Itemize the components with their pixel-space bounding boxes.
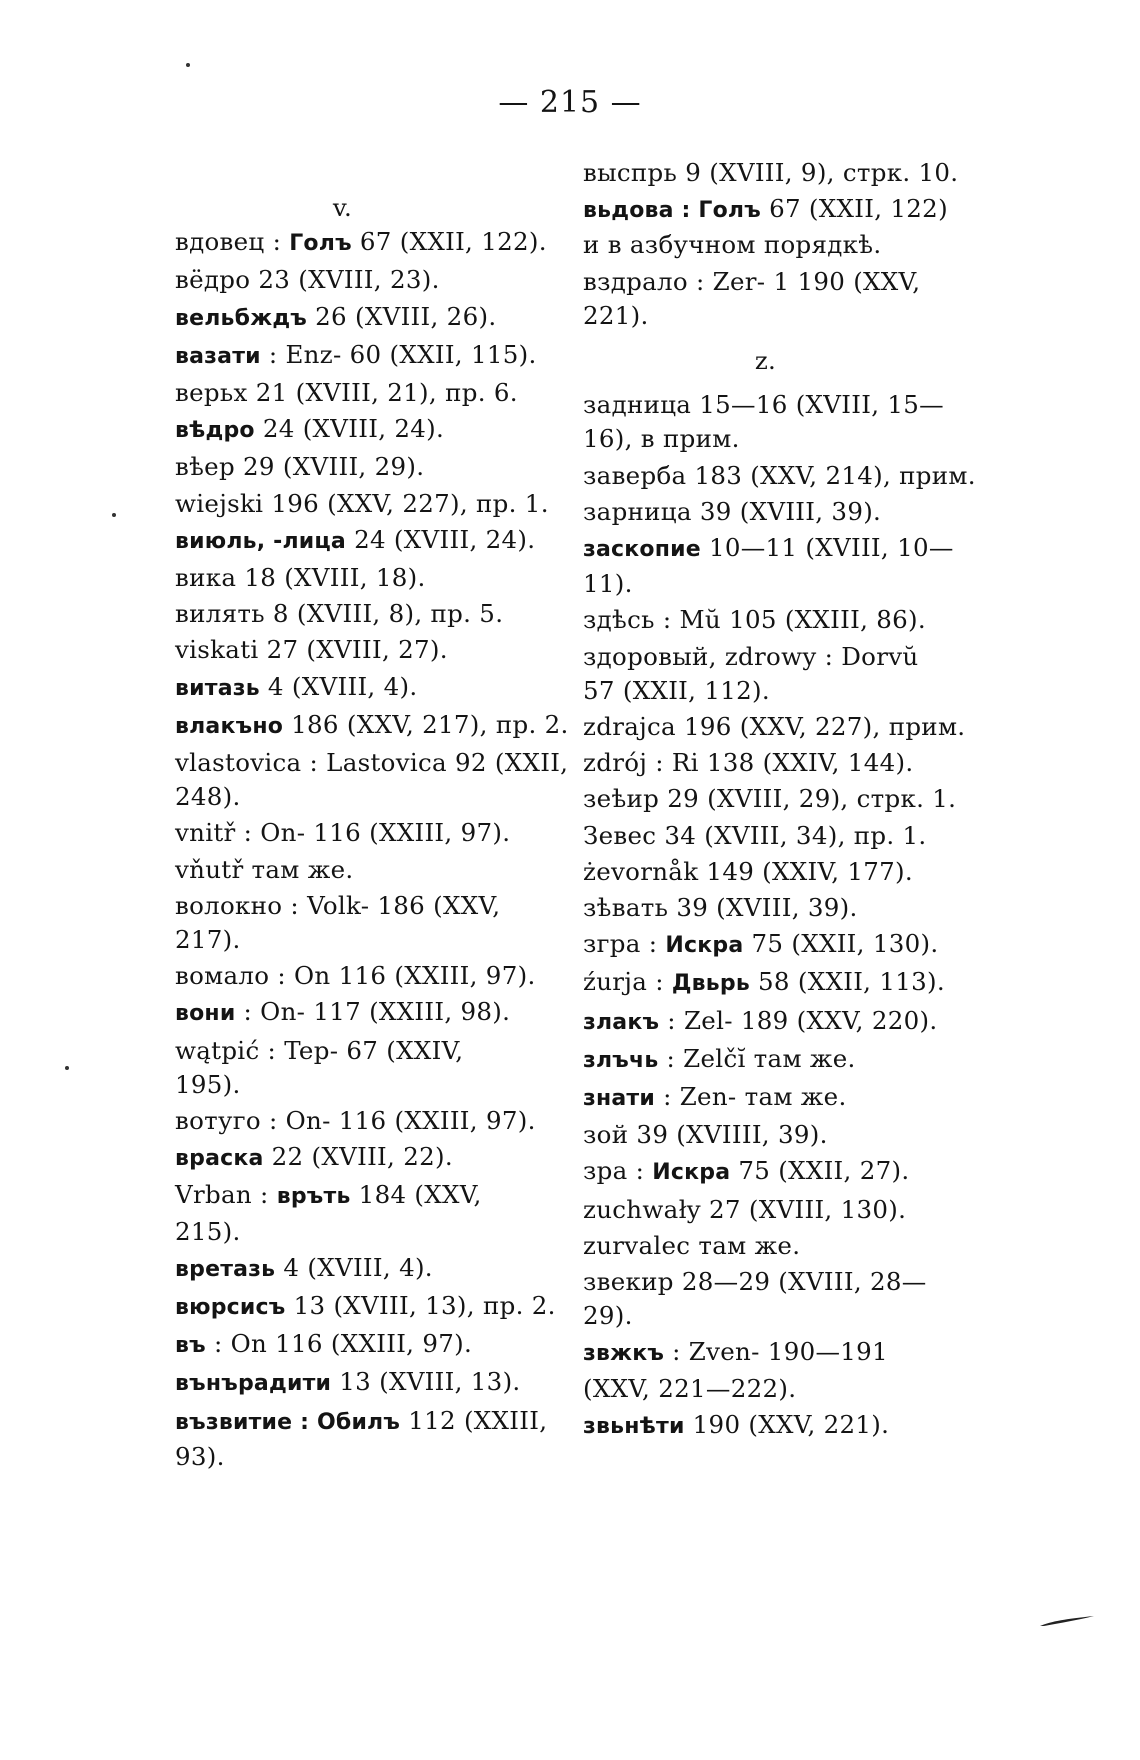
index-entry	[583, 891, 978, 925]
index-entry	[175, 1034, 570, 1102]
entry-line	[175, 748, 568, 777]
entry-continuation-line	[583, 228, 978, 262]
entry-text: : Zven- 190—191	[664, 1337, 888, 1367]
entry-line	[583, 158, 958, 187]
entry-text: верьх 21 (XVIII, 21), пр. 6.	[175, 378, 518, 407]
entry-text: 29).	[583, 1301, 633, 1331]
index-entry	[175, 746, 570, 814]
entry-text: vňutř там же.	[175, 854, 354, 884]
entry-text: задница 15—16 (XVIII, 15—	[583, 390, 944, 420]
entry-line	[583, 1337, 888, 1366]
entry-text: 221).	[583, 300, 649, 330]
entry-continuation-line	[175, 780, 570, 814]
entry-text: viskati 27 (XVIII, 27).	[175, 635, 448, 665]
index-entry	[175, 225, 570, 261]
index-entry	[175, 889, 570, 957]
index-entry	[583, 746, 978, 780]
entry-headword-bold: влакъно	[175, 713, 284, 739]
index-entry	[583, 1042, 978, 1078]
entry-line	[175, 1180, 482, 1209]
index-entry	[175, 1178, 570, 1248]
entry-line	[175, 489, 549, 518]
index-entry	[175, 995, 570, 1031]
ink-speck	[186, 63, 190, 67]
entry-text: 10—11 (XVIII, 10—	[700, 533, 954, 563]
entry-headword-bold: вюрсисъ	[175, 1295, 286, 1321]
entry-line	[175, 1291, 556, 1320]
index-entry	[583, 531, 978, 601]
right-entries-before-list	[583, 156, 978, 333]
index-entry	[175, 708, 570, 744]
entry-text: 26 (XVIII, 26).	[307, 301, 497, 331]
entry-text: 22 (XVIII, 22).	[263, 1142, 453, 1172]
entry-text: волокно : Volk- 186 (XXV,	[175, 890, 501, 920]
entry-text: 58 (XXII, 113).	[749, 967, 945, 997]
page-number: — 215 —	[498, 85, 642, 120]
entry-continuation-line	[175, 1215, 570, 1249]
index-entry	[583, 495, 978, 529]
entry-line	[583, 1044, 856, 1073]
index-entry	[583, 640, 978, 708]
entry-text: 13 (XVIII, 13), пр. 2.	[285, 1291, 556, 1321]
entry-line	[583, 461, 976, 490]
entry-headword-bold: въ	[175, 1333, 206, 1359]
index-entry	[583, 710, 978, 744]
entry-text: 186 (XXV, 217), пр. 2.	[283, 709, 569, 739]
index-entry	[583, 927, 978, 963]
index-entry	[175, 338, 570, 374]
entry-line	[175, 997, 510, 1026]
entry-text: вёдро 23 (XVIII, 23).	[175, 265, 440, 295]
entry-line	[175, 525, 535, 554]
entry-text: zuchwały 27 (XVIII, 130).	[583, 1194, 907, 1224]
entry-headword-bold: Искра	[665, 933, 744, 959]
entry-line	[175, 414, 444, 443]
entry-text: : On 116 (XXIII, 97).	[205, 1329, 473, 1359]
index-entry	[175, 853, 570, 887]
index-entry	[175, 412, 570, 448]
entry-text: вотуго : On- 116 (XXIII, 97).	[175, 1106, 536, 1136]
entry-line	[583, 929, 938, 958]
entry-headword-bold: заскопие	[583, 537, 701, 563]
entry-text: 215).	[175, 1216, 241, 1246]
entry-line	[583, 497, 881, 526]
entry-line	[583, 967, 945, 996]
entry-line	[175, 1329, 472, 1358]
entry-text: 75 (XXII, 130).	[743, 929, 939, 959]
entry-text: vlastovica : Lastovica 92 (XXII,	[175, 748, 569, 778]
entry-line	[175, 265, 440, 294]
entry-continuation-line	[175, 923, 570, 957]
entry-line	[175, 855, 353, 884]
entry-continuation-line	[175, 1068, 570, 1102]
entry-text: зарница 39 (XVIII, 39).	[583, 496, 882, 526]
entry-text: 217).	[175, 925, 241, 955]
index-entry	[175, 670, 570, 706]
entry-text: zdrajca 196 (XXV, 227), прим.	[583, 712, 966, 742]
entry-headword-bold: вазати	[175, 343, 261, 369]
entry-text: 24 (XVIII, 24).	[254, 414, 445, 444]
entry-text: 67 (XXII, 122).	[351, 227, 547, 257]
entry-line	[583, 1082, 847, 1111]
index-entry	[175, 450, 570, 484]
entry-text: вика 18 (XVIII, 18).	[175, 563, 426, 593]
entry-text: żevornåk 149 (XXIV, 177).	[583, 856, 913, 886]
index-entry	[583, 1118, 978, 1152]
index-entry	[175, 1140, 570, 1176]
entry-line	[175, 1367, 521, 1396]
entry-line	[175, 599, 503, 628]
entry-text: зеѣир 29 (XVIII, 29), стрк. 1.	[583, 784, 957, 814]
entry-line	[583, 1120, 828, 1149]
index-entry	[175, 263, 570, 297]
entry-text: вдовец :	[175, 227, 290, 257]
entry-text: 11).	[583, 569, 633, 599]
index-entry	[583, 265, 978, 333]
entry-text: заверба 183 (XXV, 214), прим.	[583, 460, 976, 490]
entry-line	[175, 452, 424, 481]
entry-text: źurja :	[583, 967, 672, 997]
index-entry	[583, 1080, 978, 1116]
entry-line	[175, 1036, 463, 1065]
entry-headword-bold: вънърадити	[175, 1371, 332, 1397]
entry-text: зра :	[583, 1156, 653, 1186]
entry-line	[175, 340, 537, 369]
entry-headword-bold: злъчь	[583, 1047, 659, 1073]
entry-headword-bold: виюль, -лица	[175, 528, 346, 554]
index-entry	[583, 1154, 978, 1190]
entry-headword-bold: знати	[583, 1086, 655, 1112]
entry-line	[175, 302, 496, 331]
index-entry	[583, 1193, 978, 1227]
entry-headword-bold: Искра	[652, 1160, 731, 1186]
entry-headword-bold: Двьрь	[671, 971, 750, 997]
right-column	[583, 156, 978, 1444]
entry-line	[175, 1253, 433, 1282]
entry-line	[175, 961, 536, 990]
index-entry	[583, 192, 978, 262]
index-entry	[175, 300, 570, 336]
entry-text: 4 (XVIII, 4).	[275, 1252, 433, 1282]
entry-text: 195).	[175, 1069, 241, 1099]
entry-text: здѣсь : Mŭ 105 (XXIII, 86).	[583, 605, 926, 635]
entry-line	[175, 1142, 453, 1171]
entry-text: выспрь 9 (XVIII, 9), стрк. 10.	[583, 158, 959, 187]
entry-text: 67 (XXII, 122)	[760, 194, 948, 224]
entry-line	[583, 1231, 800, 1260]
entry-text: 248).	[175, 782, 241, 812]
entry-line	[175, 563, 426, 592]
index-entry	[175, 633, 570, 667]
entry-text: зой 39 (XVIIII, 39).	[583, 1120, 828, 1150]
index-entry	[175, 1327, 570, 1363]
entry-text: : On- 117 (XXIII, 98).	[235, 997, 511, 1027]
entry-continuation-line	[583, 1299, 978, 1333]
left-entries-list	[175, 225, 570, 1474]
entry-text: zdrój : Ri 138 (XXIV, 144).	[583, 748, 914, 778]
ink-speck	[112, 513, 116, 517]
index-entry	[175, 523, 570, 559]
entry-text: : Zen- там же.	[655, 1082, 847, 1112]
index-entry	[175, 561, 570, 595]
entry-text: wiejski 196 (XXV, 227), пр. 1.	[175, 488, 549, 518]
entry-text: 16), в прим.	[583, 424, 740, 454]
entry-line	[583, 1195, 906, 1224]
index-entry	[583, 1335, 978, 1405]
entry-line	[175, 378, 518, 407]
entry-text: 190 (XXV, 221).	[684, 1409, 890, 1439]
entry-continuation-line	[175, 1440, 570, 1474]
index-entry	[583, 1004, 978, 1040]
entry-continuation-line	[583, 422, 978, 456]
entry-line	[583, 1410, 889, 1439]
entry-text: здоровый, zdrowy : Dorvŭ	[583, 641, 919, 671]
entry-text: : Zelčĭ там же.	[658, 1043, 856, 1073]
entry-headword-bold: витазь	[175, 675, 260, 701]
entry-text: вздрало : Zer- 1 190 (XXV,	[583, 266, 921, 296]
entry-line	[583, 748, 913, 777]
entry-text: 75 (XXII, 27).	[730, 1156, 910, 1186]
entry-text: : Zel- 189 (XXV, 220).	[659, 1005, 938, 1035]
entry-headword-bold: вьдова : Голъ	[583, 198, 761, 224]
entry-headword-bold: звжкъ	[583, 1341, 665, 1367]
entry-line	[175, 672, 417, 701]
left-column	[175, 191, 570, 1474]
entry-text: (XXV, 221—222).	[583, 1373, 797, 1403]
entry-line	[583, 1156, 909, 1185]
entry-line	[583, 893, 858, 922]
entry-line	[583, 194, 948, 223]
ink-speck	[65, 1066, 69, 1070]
index-entry	[175, 1104, 570, 1138]
index-entry	[175, 816, 570, 850]
index-entry	[583, 156, 978, 190]
entry-continuation-line	[583, 674, 978, 708]
index-entry	[583, 855, 978, 889]
index-entry	[583, 1265, 978, 1333]
entry-text: вомало : On 116 (XXIII, 97).	[175, 961, 536, 991]
entry-headword-bold: вѣдро	[175, 418, 255, 444]
entry-text: 13 (XVIII, 13).	[331, 1367, 521, 1397]
entry-line	[583, 1267, 927, 1296]
entry-continuation-line	[583, 299, 978, 333]
index-entry	[583, 1229, 978, 1263]
entry-text: wątpić : Tep- 67 (XXIV,	[175, 1035, 464, 1065]
entry-line	[175, 818, 510, 847]
index-entry	[583, 782, 978, 816]
index-entry	[583, 603, 978, 637]
entry-line	[583, 784, 956, 813]
entry-text: 184 (XXV,	[350, 1180, 482, 1210]
entry-text: 93).	[175, 1441, 225, 1471]
entry-headword-bold: Голъ	[289, 231, 352, 257]
entry-continuation-line	[583, 1372, 978, 1406]
entry-headword-bold: връть	[276, 1184, 351, 1210]
entry-text: 4 (XVIII, 4).	[259, 671, 418, 701]
entry-headword-bold: възвитие : Обилъ	[175, 1409, 401, 1435]
entry-line	[583, 821, 927, 850]
index-entry	[175, 487, 570, 521]
entry-text: 57 (XXII, 112).	[583, 675, 770, 705]
entry-headword-bold: вельбждъ	[175, 305, 308, 331]
index-entry	[175, 959, 570, 993]
entry-line	[583, 605, 926, 634]
entry-line	[175, 635, 448, 664]
entry-text: 24 (XVIII, 24).	[345, 524, 536, 554]
index-entry	[175, 1404, 570, 1474]
entry-text: згра :	[583, 929, 666, 959]
entry-line	[583, 390, 944, 419]
entry-text: зѣвать 39 (XVIII, 39).	[583, 893, 858, 923]
entry-text: вилять 8 (XVIII, 8), пр. 5.	[175, 599, 504, 629]
index-entry	[583, 388, 978, 456]
entry-text: zurvalec там же.	[583, 1230, 801, 1260]
entry-headword-bold: враска	[175, 1146, 264, 1172]
entry-text: Зевес 34 (XVIII, 34), пр. 1.	[583, 820, 927, 850]
entry-text: 112 (XXIII,	[400, 1405, 548, 1435]
entry-line	[175, 227, 547, 256]
entry-text: : Enz- 60 (XXII, 115).	[260, 339, 537, 369]
entry-line	[175, 1106, 536, 1135]
index-entry	[583, 819, 978, 853]
entry-line	[583, 1006, 937, 1035]
right-entries-after-list	[583, 388, 978, 1444]
entry-headword-bold: вретазь	[175, 1256, 276, 1282]
index-entry	[175, 1289, 570, 1325]
section-letter-z: z.	[754, 346, 777, 376]
entry-text: и в азбучном порядкѣ.	[583, 230, 882, 260]
entry-line	[175, 710, 569, 739]
index-entry	[583, 459, 978, 493]
entry-line	[175, 891, 500, 920]
entry-line	[583, 533, 954, 562]
entry-text: звекир 28—29 (XVIII, 28—	[583, 1267, 927, 1297]
entry-line	[583, 712, 965, 741]
entry-text: вѣер 29 (XVIII, 29).	[175, 452, 425, 482]
quill-flourish-icon	[1038, 1615, 1096, 1627]
entry-headword-bold: вони	[175, 1001, 236, 1027]
entry-headword-bold: злакъ	[583, 1009, 660, 1035]
entry-line	[175, 1406, 547, 1435]
index-entry	[175, 1251, 570, 1287]
entry-continuation-line	[583, 567, 978, 601]
index-entry	[175, 1365, 570, 1401]
index-entry	[175, 597, 570, 631]
index-entry	[583, 1408, 978, 1444]
section-letter-v: v.	[332, 193, 353, 222]
entry-text: Vrban :	[175, 1180, 277, 1210]
entry-line	[583, 642, 918, 671]
index-entry	[175, 376, 570, 410]
entry-text: vnitř : On- 116 (XXIII, 97).	[175, 818, 511, 848]
entry-line	[583, 857, 913, 886]
entry-headword-bold: звьнѣти	[583, 1413, 685, 1439]
index-entry	[583, 965, 978, 1001]
entry-line	[583, 267, 920, 296]
